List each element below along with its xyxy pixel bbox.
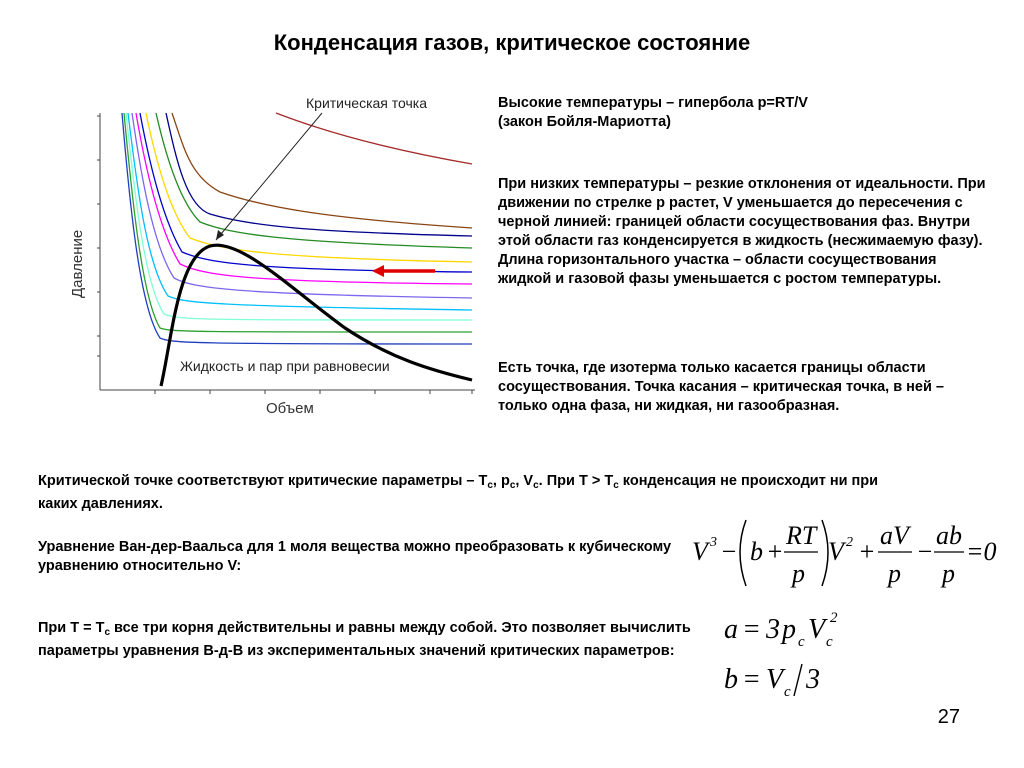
svg-text:p: p bbox=[792, 559, 805, 588]
svg-text:2: 2 bbox=[830, 610, 838, 626]
svg-text:2: 2 bbox=[846, 535, 853, 550]
vdw-formula bbox=[690, 512, 1000, 597]
critical-point-pointer bbox=[216, 113, 322, 240]
vdw-formula-svg bbox=[690, 512, 1000, 592]
svg-text:3: 3 bbox=[710, 535, 717, 550]
slide-title: Конденсация газов, критическое состояние bbox=[273, 30, 751, 55]
isotherm-6 bbox=[136, 113, 472, 284]
isotherm-3 bbox=[126, 113, 472, 320]
svg-text:−: − bbox=[916, 537, 934, 566]
pressure-arrow-head bbox=[372, 265, 384, 277]
svg-text:+: + bbox=[766, 537, 784, 566]
a-formula bbox=[722, 604, 852, 657]
isotherm-11 bbox=[172, 113, 472, 228]
high-temperature-paragraph bbox=[498, 94, 998, 132]
svg-text:a: a bbox=[724, 614, 738, 645]
b-formula-svg bbox=[722, 658, 832, 702]
vdw-paragraph: Уравнение Ван-дер-Ваальса для 1 моля вещества можно преобразовать к кубическому уравнению относительно V: bbox=[38, 539, 672, 574]
isotherm-12 bbox=[276, 113, 472, 164]
svg-text:b: b bbox=[750, 537, 763, 566]
page-number: 27 bbox=[937, 706, 960, 728]
svg-text:c: c bbox=[826, 634, 833, 650]
x-axis-ticks bbox=[155, 390, 472, 394]
critical-point-paragraph: Есть точка, где изотерма только касается границы области сосуществования. Точка касания – критическая точка, в ней – только одна фаза, ни жидкая, ни газообразная. bbox=[498, 360, 944, 414]
critical-parameters-paragraph: Критической точке соответствуют критические параметры – $T_c$, $p_c$, $V_c$. При $T > T_c$ конденсация не происходит ни при каких давлениях. bbox=[38, 473, 879, 512]
svg-text:p: p bbox=[782, 614, 796, 645]
svg-text:3: 3 bbox=[806, 664, 820, 695]
svg-text:c: c bbox=[784, 684, 791, 700]
svg-text:=0: =0 bbox=[966, 537, 997, 566]
a-formula-svg bbox=[722, 604, 852, 652]
svg-text:p: p bbox=[888, 559, 901, 588]
svg-text:+: + bbox=[858, 537, 876, 566]
svg-text:c: c bbox=[798, 634, 805, 650]
equal-roots-paragraph: При $T = T_c$ все три корня действительны и равны между собой. Это позволяет вычислить параметры уравнения В-д-В из экспериментальных значений критических параметров: bbox=[38, 620, 691, 659]
svg-text:=: = bbox=[742, 664, 761, 695]
low-temperature-paragraph: При низких температуры – резкие отклонения от идеальности. При движении по стрелке p растет, V уменьшается до пересечения с черной линией: границей области сосуществования фаз. Внутри этой области газ конденсируется в жидкость (несжимаемую фазу). Длина горизонтального участка – области сосуществования жидкой и газовой фазы уменьшается с ростом температуры. bbox=[498, 176, 986, 287]
high-temp-line-1: Высокие температуры – гипербола p=RT/V bbox=[498, 95, 808, 111]
svg-text:V: V bbox=[766, 664, 784, 695]
isotherm-chart bbox=[60, 88, 490, 428]
svg-text:V: V bbox=[692, 537, 708, 566]
svg-text:p: p bbox=[942, 559, 955, 588]
svg-text:−: − bbox=[720, 537, 738, 566]
x-axis-label: Объем bbox=[266, 400, 314, 417]
svg-text:=: = bbox=[742, 614, 761, 645]
svg-text:aV: aV bbox=[880, 521, 909, 550]
b-formula bbox=[722, 658, 832, 707]
svg-text:V: V bbox=[828, 537, 844, 566]
isotherm-10 bbox=[166, 113, 472, 236]
svg-text:V: V bbox=[808, 614, 826, 645]
high-temp-line-2: (закон Бойля-Мариотта) bbox=[498, 114, 671, 130]
svg-text:b: b bbox=[724, 664, 738, 695]
y-axis-label: Давление bbox=[69, 229, 86, 298]
svg-text:3: 3 bbox=[766, 614, 780, 645]
svg-text:RT: RT bbox=[786, 521, 817, 550]
critical-point-label: Критическая точка bbox=[306, 95, 428, 111]
equilibrium-label: Жидкость и пар при равновесии bbox=[180, 358, 390, 374]
svg-text:ab: ab bbox=[936, 521, 962, 550]
